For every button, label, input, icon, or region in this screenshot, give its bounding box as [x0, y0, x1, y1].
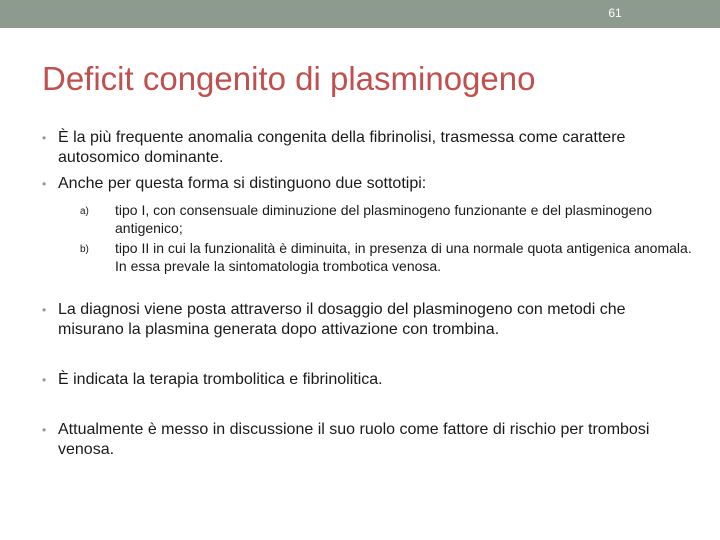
subtype-item-b — [80, 239, 692, 275]
subtype-list — [80, 201, 692, 275]
bullet-5-text: Attualmente è messo in discussione il suo ruolo come fattore di rischio per trombosi venosa. — [58, 421, 650, 458]
subtype-description: in cui la funzionalità è diminuita, in presenza di una normale quota antigenica anomala. In essa prevale la sintomatologia trombotica venosa. — [115, 240, 692, 274]
bullet-2-text: Anche per questa forma si distinguono due sottotipi: — [58, 175, 427, 192]
bullet-marker-icon: • — [42, 131, 47, 145]
bullet-3-text: La — [58, 301, 81, 318]
subtype-item-a — [80, 201, 692, 237]
subtype-marker: a) — [80, 206, 89, 217]
slide-number: 61 — [608, 6, 622, 20]
bullet-4-text: È indicata la — [58, 371, 150, 388]
bullet-marker-icon: • — [42, 373, 47, 387]
bullet-4-text-rest: trombolitica e fibrinolitica. — [198, 371, 383, 388]
keyword-terapia: terapia — [149, 371, 199, 388]
top-bar — [0, 0, 720, 28]
keyword-diagnosi: diagnosi — [80, 301, 140, 318]
slide-title: Deficit congenito di plasminogeno — [42, 60, 536, 97]
subtype-name: tipo II — [115, 240, 150, 256]
bullet-marker-icon: • — [42, 177, 47, 191]
bullet-marker-icon: • — [42, 303, 47, 317]
subtype-marker: b) — [80, 244, 89, 255]
bullet-3-text-rest: viene posta attraverso il dosaggio del plasminogeno con metodi che misurano la plasmina generata dopo attivazione con trombina. — [58, 301, 626, 338]
subtype-description: , con consensuale diminuzione del plasminogeno funzionante e del plasminogeno antigenico; — [115, 202, 653, 236]
bullet-2 — [42, 174, 692, 194]
bullet-1-text: È la più frequente anomalia congenita della fibrinolisi, trasmessa come carattere autosomico dominante. — [58, 129, 626, 166]
subtype-name: tipo I — [115, 202, 146, 218]
bullet-1 — [42, 128, 692, 168]
slide-content — [42, 128, 692, 460]
bullet-4 — [42, 370, 692, 390]
bullet-5 — [42, 420, 692, 460]
bullet-marker-icon: • — [42, 423, 47, 437]
bullet-3 — [42, 300, 692, 340]
